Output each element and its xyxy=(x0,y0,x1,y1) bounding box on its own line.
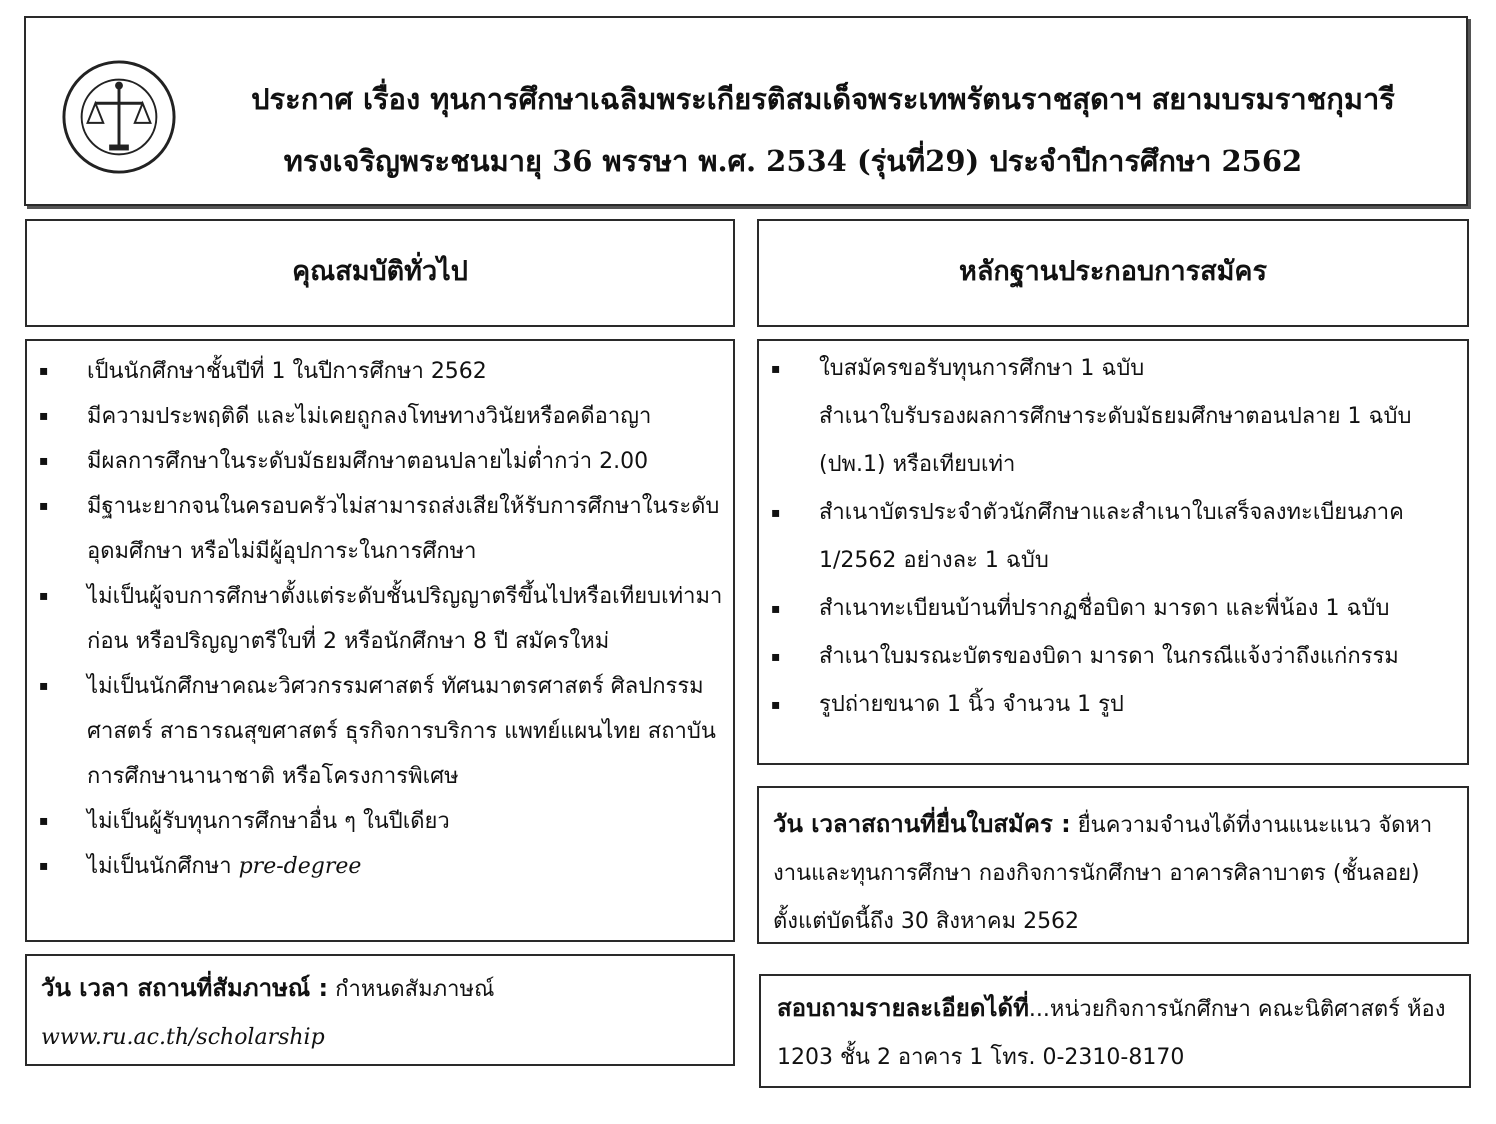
application-info xyxy=(773,800,1457,946)
required-documents-heading-box xyxy=(757,219,1469,327)
application-info-box xyxy=(757,786,1469,944)
document-item: ▪ ใบสมัครขอรับทุนการศึกษา 1 ฉบับ xyxy=(759,345,1467,393)
document-item: ▪ สำเนาบัตรประจำตัวนักศึกษาและสำเนาใบเสร็จลงทะเบียนภาค 1/2562 อย่างละ 1 ฉบับ xyxy=(759,489,1467,585)
faculty-seal-logo xyxy=(60,58,178,176)
general-qualifications-box xyxy=(25,339,735,942)
contact-text: ...หน่วยกิจการนักศึกษา คณะนิติศาสตร์ ห้อง 1203 ชั้น 2 อาคาร 1 โทร. 0-2310-8170 xyxy=(777,997,1446,1070)
announcement-title-line1: ประกาศ เรื่อง ทุนการศึกษาเฉลิมพระเกียรติสมเด็จพระเทพรัตนราชสุดาฯ สยามบรมราชกุมารี xyxy=(251,82,1395,116)
qualification-item: ▪ มีผลการศึกษาในระดับมัธยมศึกษาตอนปลายไม่ต่ำกว่า 2.00 xyxy=(27,439,733,484)
required-documents-list xyxy=(759,345,1467,729)
general-qualifications-heading: คุณสมบัติทั่วไป xyxy=(292,256,468,287)
contact-info-box xyxy=(759,974,1471,1088)
document-item-continued: สำเนาใบรับรองผลการศึกษาระดับมัธยมศึกษาตอนปลาย 1 ฉบับ (ปพ.1) หรือเทียบเท่า xyxy=(819,404,1412,477)
general-qualifications-list xyxy=(27,349,733,889)
application-label: วัน เวลาสถานที่ยื่นใบสมัคร : xyxy=(773,810,1071,838)
qualification-item xyxy=(27,844,733,889)
document-item: ▪ สำเนาใบมรณะบัตรของบิดา มารดา ในกรณีแจ้งว่าถึงแก่กรรม xyxy=(759,633,1467,681)
qualification-item: ▪ มีความประพฤติดี และไม่เคยถูกลงโทษทางวินัยหรือคดีอาญา xyxy=(27,394,733,439)
contact-label: สอบถามรายละเอียดได้ที่ xyxy=(777,994,1029,1022)
interview-label: วัน เวลา สถานที่สัมภาษณ์ : xyxy=(41,974,329,1002)
document-item: ▪ สำเนาทะเบียนบ้านที่ปรากฏชื่อบิดา มารดา และพี่น้อง 1 ฉบับ xyxy=(759,585,1467,633)
interview-info-box xyxy=(25,954,735,1066)
qualification-item: ▪ ไม่เป็นผู้รับทุนการศึกษาอื่น ๆ ในปีเดียว xyxy=(27,799,733,844)
qualification-last-italic: pre-degree xyxy=(238,854,362,879)
document-item: ▪ รูปถ่ายขนาด 1 นิ้ว จำนวน 1 รูป xyxy=(759,681,1467,729)
announcement-header xyxy=(24,16,1468,206)
contact-info xyxy=(777,984,1459,1082)
interview-info xyxy=(41,964,723,1062)
qualification-last-prefix: ไม่เป็นนักศึกษา xyxy=(87,854,232,879)
qualification-item: ▪ ไม่เป็นผู้จบการศึกษาตั้งแต่ระดับชั้นปริญญาตรีขึ้นไปหรือเทียบเท่ามาก่อน หรือปริญญาตรีใบที่ 2 หรือนักศึกษา 8 ปี สมัครใหม่ xyxy=(27,574,733,664)
scholarship-url-link[interactable]: www.ru.ac.th/scholarship xyxy=(41,1025,325,1050)
required-documents-heading: หลักฐานประกอบการสมัคร xyxy=(959,256,1267,287)
qualification-item: ▪ มีฐานะยากจนในครอบครัวไม่สามารถส่งเสียให้รับการศึกษาในระดับอุดมศึกษา หรือไม่มีผู้อุปการะในการศึกษา xyxy=(27,484,733,574)
required-documents-box xyxy=(757,339,1469,765)
announcement-title-line2: ทรงเจริญพระชนมายุ 36 พรรษา พ.ศ. 2534 (รุ่นที่29) ประจำปีการศึกษา 2562 xyxy=(283,144,1303,178)
application-text: ยื่นความจำนงได้ที่งานแนะแนว จัดหางานและทุนการศึกษา กองกิจการนักศึกษา อาคารศิลาบาตร (ชั้นลอย) ตั้งแต่บัดนี้ถึง 30 สิงหาคม 2562 xyxy=(773,813,1433,934)
qualification-item: ▪ เป็นนักศึกษาชั้นปีที่ 1 ในปีการศึกษา 2562 xyxy=(27,349,733,394)
interview-text: กำหนดสัมภาษณ์ xyxy=(335,977,495,1002)
general-qualifications-heading-box xyxy=(25,219,735,327)
qualification-item: ▪ ไม่เป็นนักศึกษาคณะวิศวกรรมศาสตร์ ทัศนมาตรศาสตร์ ศิลปกรรมศาสตร์ สาธารณสุขศาสตร์ ธุรกิจการบริการ แพทย์แผนไทย สถาบันการศึกษานานาชาติ หรือโครงการพิเศษ xyxy=(27,664,733,799)
